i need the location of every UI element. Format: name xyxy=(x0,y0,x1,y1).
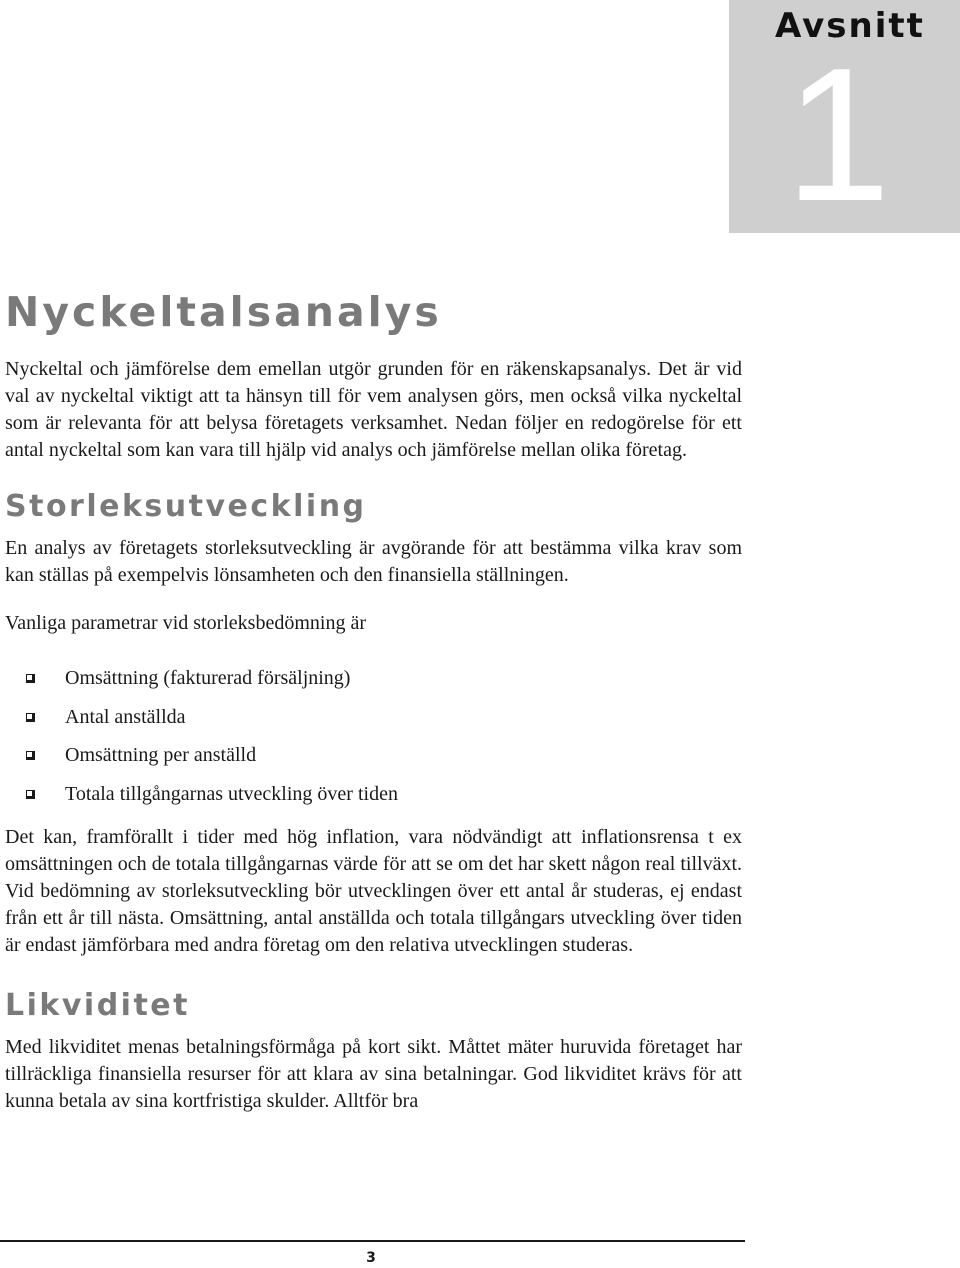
list-item xyxy=(5,698,742,737)
checkbox-bullet-icon xyxy=(26,674,35,683)
storleksutveckling-paragraph-2: Vanliga parametrar vid storleksbedömning är xyxy=(5,612,366,634)
page-title: Nyckeltalsanalys xyxy=(5,288,442,336)
intro-paragraph: Nyckeltal och jämförelse dem emellan utgör grunden för en räkenskapsanalys. Det är vid val av nyckeltal viktigt att ta hänsyn till för vem analysen görs, men också vilka nyckeltal som är relevanta för att belysa företagets verksamhet. Nedan följer en redogörelse för ett antal nyckeltal som kan vara till hjälp vid analys och jämförelse mellan olika företag. xyxy=(5,358,742,461)
list-item-text: Omsättning per anställd xyxy=(65,744,257,766)
checkbox-bullet-icon xyxy=(26,790,35,799)
storleksutveckling-paragraph-3: Det kan, framförallt i tider med hög inflation, vara nödvändigt att inflationsrensa t ex omsättningen och de totala tillgångarnas värde för att se om det har skett någon real tillväxt. Vid bedömning av storleksutveckling bör utvecklingen över ett antal år studeras, ej endast från ett år till nästa. Omsättning, antal anställda och totala tillgångars utveckling över tiden är endast jämförbara med andra företag om den relativa utvecklingen studeras. xyxy=(5,826,742,956)
footer-divider xyxy=(0,1240,745,1242)
section-number: 1 xyxy=(785,29,891,241)
section-tab xyxy=(729,0,960,241)
list-item-text: Omsättning (fakturerad försäljning) xyxy=(65,667,351,689)
list-item-text: Totala tillgångarnas utveckling över tiden xyxy=(65,782,398,805)
section-heading-storleksutveckling: Storleksutveckling xyxy=(5,489,367,524)
likviditet-paragraph-1: Med likviditet menas betalningsförmåga på kort sikt. Måttet mäter huruvida företaget har tillräckliga finansiella resurser för att klara av sina betalningar. God likviditet krävs för att kunna betala av sina kortfristiga skulder. Alltför bra xyxy=(5,1036,742,1112)
section-label: Avsnitt xyxy=(775,6,925,46)
storleksutveckling-paragraph-1: En analys av företagets storleksutveckling är avgörande för att bestämma vilka krav som kan ställas på exempelvis lönsamheten och den finansiella ställningen. xyxy=(5,537,742,586)
list-item xyxy=(5,659,742,698)
section-heading-likviditet: Likviditet xyxy=(5,988,190,1023)
checkbox-bullet-icon xyxy=(26,713,35,722)
list-item xyxy=(5,736,742,775)
list-item xyxy=(5,775,742,814)
page-number: 3 xyxy=(366,1250,376,1266)
parameter-list xyxy=(5,659,742,813)
document-body xyxy=(5,283,742,1115)
list-item-text: Antal anställda xyxy=(65,705,186,728)
checkbox-bullet-icon xyxy=(26,751,35,760)
